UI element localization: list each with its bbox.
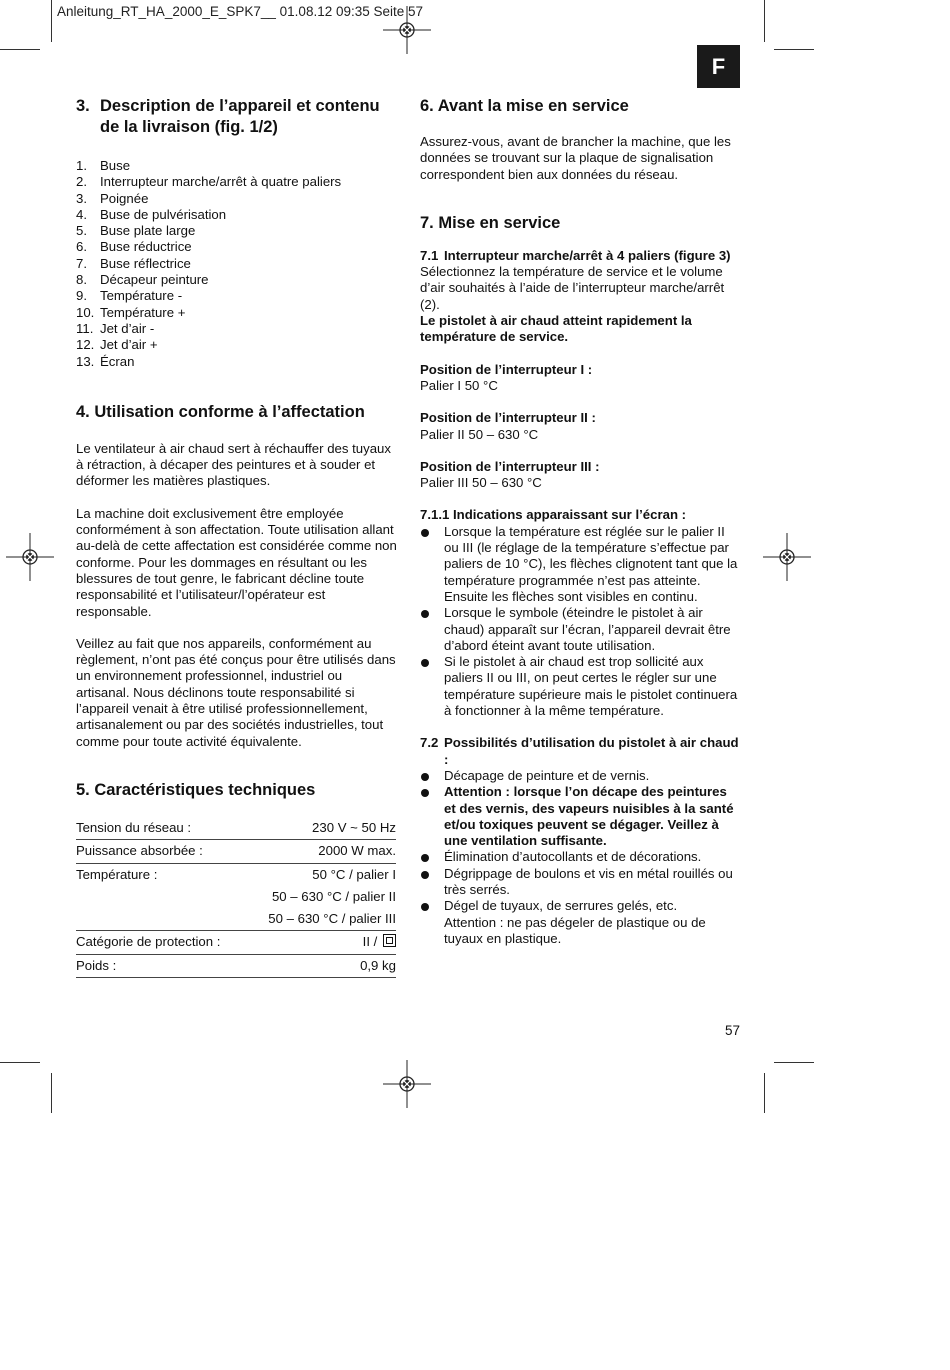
section-5-heading: 5. Caractéristiques techniques — [76, 780, 316, 799]
list-item: 8. Décapeur peinture — [76, 272, 209, 288]
bullet-icon — [420, 866, 444, 899]
list-item: 13. Écran — [76, 353, 135, 369]
table-row — [76, 908, 396, 931]
bullet-icon — [420, 784, 444, 849]
crop-mark — [774, 49, 814, 50]
list-item: 12. Jet d’air + — [76, 337, 158, 353]
section-4-paragraph: La machine doit exclusivement être employée conformément à son affectation. Toute utilisation allant au-delà de cette affectation est considérée comme non conforme. Pour les dommages en résultant ou les blessures de tout genre, le fabricant décline toute responsabilité et l’utilisateur/l’opérateur est responsable. — [76, 505, 397, 619]
list-item: 5. Buse plate large — [76, 223, 196, 239]
list-item: Dégel de tuyaux, de serrures gelés, etc. Attention : ne pas dégeler de plastique ou de tuyaux en plastique. — [420, 898, 742, 947]
list-item: 6. Buse réductrice — [76, 239, 192, 255]
section-3-title: Description de l’appareil et contenu de la livraison (fig. 1/2) — [100, 97, 380, 136]
bullet-icon — [420, 654, 444, 719]
section-7-2-heading: 7.2 Possibilités d’utilisation du pistolet à air chaud : — [420, 735, 739, 767]
list-item: 1. Buse — [76, 158, 131, 173]
print-header: Anleitung_RT_HA_2000_E_SPK7__ 01.08.12 09:35 Seite 57 — [57, 4, 424, 19]
section-7-1-note: Le pistolet à air chaud atteint rapidement la température de service. — [420, 313, 692, 345]
right-column — [420, 96, 742, 947]
list-item: 10. Température + — [76, 304, 186, 320]
crop-mark — [51, 0, 52, 42]
spec-table — [76, 817, 396, 978]
section-7-1-heading: 7.1 Interrupteur marche/arrêt à 4 paliers (figure 3) — [420, 247, 731, 263]
list-item: 9. Température - — [76, 288, 183, 304]
spec-value: 50 – 630 °C / palier III — [246, 908, 396, 931]
bullet-icon — [420, 898, 444, 947]
protection-class-icon — [383, 934, 396, 947]
crop-mark — [51, 1073, 52, 1113]
list-item: 3. Poignée — [76, 190, 149, 206]
registration-mark-icon — [763, 533, 811, 581]
uses-list — [420, 768, 742, 947]
list-item: 11. Jet d’air - — [76, 320, 155, 336]
spec-value: II / — [246, 931, 396, 954]
spec-label: Poids : — [76, 954, 246, 977]
table-row — [76, 954, 396, 977]
list-item: 4. Buse de pulvérisation — [76, 206, 227, 222]
section-3-heading — [76, 96, 398, 138]
list-item: 7. Buse réflectrice — [76, 255, 191, 271]
table-row — [76, 886, 396, 908]
section-3-number: 3. — [76, 97, 90, 115]
table-row — [76, 863, 396, 886]
spec-value: 2000 W max. — [246, 840, 396, 863]
bullet-icon — [420, 768, 444, 784]
bullet-icon — [420, 849, 444, 865]
parts-list — [76, 158, 398, 370]
bullet-icon — [420, 524, 444, 605]
spec-value: 50 – 630 °C / palier II — [271, 888, 396, 904]
bullet-icon — [420, 605, 444, 654]
switch-position-label: Position de l’interrupteur III : — [420, 458, 600, 474]
spec-label: Catégorie de protection : — [76, 931, 246, 954]
list-item: Dégrippage de boulons et vis en métal rouillés ou très serrés. — [420, 866, 742, 899]
section-6-heading: 6. Avant la mise en service — [420, 97, 629, 115]
section-4-paragraph: Le ventilateur à air chaud sert à réchauffer des tuyaux à rétraction, à décaper des peintures et à souder et déformer les matières plastiques. — [76, 440, 391, 489]
switch-position-label: Position de l’interrupteur I : — [420, 361, 593, 377]
crop-mark — [0, 49, 40, 50]
crop-mark — [774, 1062, 814, 1063]
list-item: Lorsque le symbole (éteindre le pistolet à air chaud) apparaît sur l’écran, l’appareil devrait être d’abord éteint avant toute utilisation. — [420, 605, 742, 654]
table-row — [76, 840, 396, 863]
list-item: Décapage de peinture et de vernis. — [420, 768, 742, 784]
list-item: Attention : lorsque l’on décape des peintures et des vernis, des vapeurs nuisibles à la santé et/ou toxiques peuvent se dégager. Veillez à une ventilation suffisante. — [420, 784, 742, 849]
registration-mark-icon — [383, 1060, 431, 1108]
table-row — [76, 817, 396, 840]
list-item: Lorsque la température est réglée sur le palier II ou III (le réglage de la température s’effectue par paliers de 10 °C), les flèches clignotent tant que la température programmée n’est pas atteinte. Ensuite les flèches sont visibles en continu. — [420, 524, 742, 605]
spec-value: 0,9 kg — [246, 954, 396, 977]
section-7-1-paragraph: Sélectionnez la température de service et le volume d’air souhaités à l’aide de l’interrupteur marche/arrêt (2). — [420, 264, 725, 312]
display-indications-list — [420, 524, 742, 720]
crop-mark — [0, 1062, 40, 1063]
registration-mark-icon — [383, 6, 431, 54]
crop-mark — [764, 0, 765, 42]
spec-label: Température : — [76, 866, 158, 882]
spec-value: 50 °C / palier I — [312, 866, 396, 882]
spec-value: 230 V ~ 50 Hz — [246, 817, 396, 840]
table-row — [76, 931, 396, 954]
left-column — [76, 96, 398, 978]
page-number: 57 — [725, 1023, 741, 1038]
list-item: Si le pistolet à air chaud est trop sollicité aux paliers II ou III, on peut certes le régler sur une température supérieure mais le pistolet continuera à fonctionner à la même température. — [420, 654, 742, 719]
section-7-heading: 7. Mise en service — [420, 213, 561, 232]
section-4-heading: 4. Utilisation conforme à l’affectation — [76, 402, 365, 421]
section-4-paragraph: Veillez au fait que nos appareils, conformément au règlement, n’ont pas été conçus pour être utilisés dans un environnement professionnel, industriel ou artisanal. Nous déclinons toute responsabilité si l’appareil venait à être utilisé professionnellement, artisanalement ou par des sociétés industrielles, tout comme pour toute activité équivalente. — [76, 635, 396, 749]
crop-mark — [764, 1073, 765, 1113]
list-item: 2. Interrupteur marche/arrêt à quatre paliers — [76, 174, 342, 190]
switch-position-value: Palier III 50 – 630 °C — [420, 475, 542, 491]
list-item: Élimination d’autocollants et de décorations. — [420, 849, 742, 865]
spec-label: Puissance absorbée : — [76, 840, 246, 863]
language-tab: F — [697, 45, 740, 88]
switch-position-label: Position de l’interrupteur II : — [420, 410, 596, 426]
switch-position-value: Palier II 50 – 630 °C — [420, 426, 539, 442]
switch-position-value: Palier I 50 °C — [420, 377, 498, 393]
registration-mark-icon — [6, 533, 54, 581]
spec-label: Tension du réseau : — [76, 817, 246, 840]
section-7-1-1-heading: 7.1.1 Indications apparaissant sur l’écran : — [420, 507, 687, 523]
section-6-paragraph: Assurez-vous, avant de brancher la machine, que les données se trouvant sur la plaque de signalisation correspondent bien aux données du réseau. — [420, 134, 731, 182]
